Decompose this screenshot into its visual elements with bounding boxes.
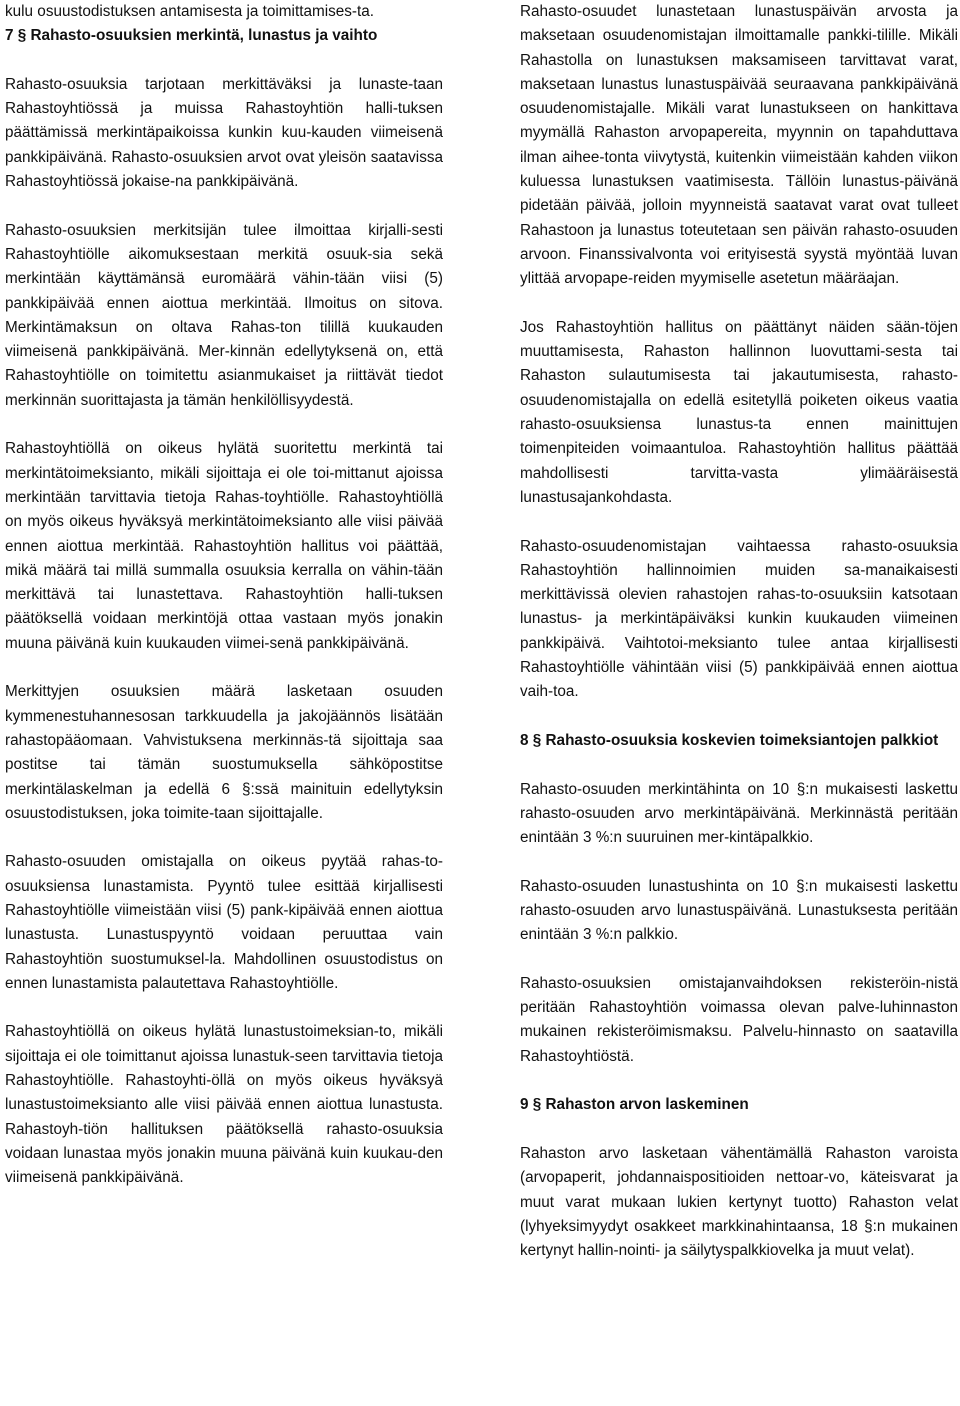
paragraph: Rahasto-osuuden merkintähinta on 10 §:n mukaisesti laskettu rahasto-osuuden arvo merkintäpäivänä. Merkinnästä peritään enintään 3 %:n suuruinen mer-kintäpalkkio. bbox=[520, 780, 958, 847]
paragraph: Rahasto-osuudenomistajan vaihtaessa rahasto-osuuksia Rahastoyhtiön hallinnoimien muiden sa-manaikaisesti merkittävissä olevien rahastojen rahas-to-osuuksiin katsotaan lunastus- ja merkintäpäiväksi kunkin kuukauden viimeinen pankkipäivä. Vaihtotoi-meksianto tulee antaa kirjallisesti Rahastoyhtiölle vähintään viisi (5) pankkipäivää ennen aiottua vaih-toa. bbox=[520, 537, 958, 701]
section-9-heading: 9 § Rahaston arvon laskeminen bbox=[520, 1096, 749, 1114]
paragraph: Rahasto-osuuksia tarjotaan merkittäväksi ja lunaste-taan Rahastoyhtiössä ja muissa Rahastoyhtiön halli-tuksen päättämissä merkintäpaikoissa kunkin kuu-kauden viimeisenä pankkipäivänä. Rahasto-osuuksien arvot ovat yleisön saatavissa Rahastoyhtiössä jokaise-na pankkipäivänä. bbox=[5, 75, 443, 191]
paragraph: Jos Rahastoyhtiön hallitus on päättänyt näiden sään-töjen muuttamisesta, Rahaston hallinnon luovuttami-sesta tai Rahaston sulautumisesta tai jakautumisesta, rahasto-osuudenomistajalla on edellä esitetyllä poiketen oikeus vaatia rahasto-osuuksiensa lunastus-ta ennen mainittujen toimenpiteiden voimaantuloa. Rahastoyhtiön hallitus päättää mahdollisesti tarvitta-vasta ylimääräisestä lunastusajankohdasta. bbox=[520, 318, 958, 506]
paragraph: Rahastoyhtiöllä on oikeus hylätä suoritettu merkintä tai merkintätoimeksianto, mikäli sijoittaja ei ole toi-mittanut ajoissa merkintään tarvittavia tietoja Rahas-toyhtiölle. Rahastoyhtiöllä on myös oikeus hyväksyä merkintätoimeksianto alle viisi päivää ennen aiottua merkintää. Rahastoyhtiön hallitus voi päättää, mikä määrä tai millä summalla osuuksia kerralla on vähin-tään merkittävä tai lunastettava. Rahastoyhtiön halli-tuksen päätöksellä voidaan merkintöjä ottaa vastaan myös jonakin muuna päivänä kuin kuukauden viimei-senä pankkipäivänä. bbox=[5, 440, 443, 652]
paragraph: Rahasto-osuuksien merkitsijän tulee ilmoittaa kirjalli-sesti Rahastoyhtiölle aikomuksestaan merkitä osuuk-sia sekä merkintään käyttämänsä euromäärä vähin-tään viisi (5) pankkipäivää ennen aiottua merkintää. Ilmoitus on sitova. Merkintämaksun on oltava Rahas-ton tilillä kuukauden viimeisenä pankkipäivänä. Mer-kinnän edellytyksenä on, että Rahastoyhtiölle on toimitettu asianmukaiset ja riittävät tiedot merkinnän suorittajasta ja tämän henkilöllisyydestä. bbox=[5, 221, 443, 409]
lead-fragment: kulu osuustodistuksen antamisesta ja toimittamises-ta. bbox=[5, 3, 374, 20]
right-column bbox=[520, 0, 958, 1288]
section-8-heading: 8 § Rahasto-osuuksia koskevien toimeksiantojen palkkiot bbox=[520, 731, 939, 749]
paragraph: Merkittyjen osuuksien määrä lasketaan osuuden kymmenestuhannesosan tarkkuudella ja jakojäännös lisätään rahastopääomaan. Vahvistuksena merkinnäs-tä sijoittaja saa postitse tai tämän suostumuksella sähköpostitse merkintälaskelman ja edellä 6 §:ssä mainituin edellytyksin osuustodistuksen, joka toimite-taan sijoittajalle. bbox=[5, 683, 443, 822]
paragraph: Rahasto-osuuksien omistajanvaihdoksen rekisteröin-nistä peritään Rahastoyhtiön voimassa olevan palve-luhinnaston mukainen rekisteröimismaksu. Palvelu-hinnasto on saatavilla Rahastoyhtiöstä. bbox=[520, 974, 958, 1065]
section-7-heading: 7 § Rahasto-osuuksien merkintä, lunastus ja vaihto bbox=[5, 27, 378, 45]
left-column bbox=[5, 0, 443, 1215]
paragraph: Rahasto-osuudet lunastetaan lunastuspäivän arvosta ja maksetaan osuudenomistajan ilmoittamalle pankki-tilille. Mikäli Rahastolla on lunastuksen maksamiseen tarvittavat varat, maksetaan lunastus lunastuspäivää seuraavana pankkipäivänä osuudenomistajalle. Mikäli varat lunastukseen on hankittava myymällä Rahaston arvopapereita, myynnin on tapahduttava ilman aihee-tonta viivytystä, kuitenkin viimeistään kahden viikon kuluessa lunastuksen vaatimisesta. Tällöin lunastus-päivänä pidetään päivää, jolloin myynneistä saatavat varat ovat tulleet Rahastoon ja lunastus toteutetaan sen päivän rahasto-osuuden arvoon. Finanssivalvonta voi erityisestä syystä myöntää luvan ylittää arvopape-reiden myymiselle asetetun määräajan. bbox=[520, 3, 958, 288]
paragraph: Rahaston arvo lasketaan vähentämällä Rahaston varoista (arvopaperit, johdannaispositioiden nettoar-vo, käteisvarat ja muut varat mukaan lukien kertynyt tuotto) Rahaston velat (lyhyeksimyydyt osakkeet markkinahintaansa, 18 §:n mukainen kertynyt hallin-nointi- ja säilytyspalkkiovelka ja muut velat). bbox=[520, 1144, 958, 1260]
paragraph: Rahasto-osuuden lunastushinta on 10 §:n mukaisesti laskettu rahasto-osuuden arvo lunastuspäivänä. Lunastuksesta peritään enintään 3 %:n palkkio. bbox=[520, 877, 958, 944]
paragraph: Rahastoyhtiöllä on oikeus hylätä lunastustoimeksian-to, mikäli sijoittaja ei ole toimittanut ajoissa lunastuk-seen tarvittavia tietoja Rahastoyhtiölle. Rahastoyhti-öllä on myös oikeus hyväksyä lunastustoimeksianto alle viisi päivää ennen aiottua lunastusta. Rahastoyh-tiön hallituksen päätöksellä rahasto-osuuksia voidaan lunastaa myös jonakin muuna päivänä kuin kuukau-den viimeisenä pankkipäivänä. bbox=[5, 1023, 443, 1187]
paragraph: Rahasto-osuuden omistajalla on oikeus pyytää rahas-to-osuuksiensa lunastamista. Pyyntö tulee esittää kirjallisesti Rahastoyhtiölle viimeistään viisi (5) pank-kipäivää ennen aiottua lunastusta. Lunastuspyyntö voidaan peruuttaa vain Rahastoyhtiön suostumuksel-la. Mahdollinen osuustodistus on ennen lunastamista palautettava Rahastoyhtiölle. bbox=[5, 853, 443, 992]
